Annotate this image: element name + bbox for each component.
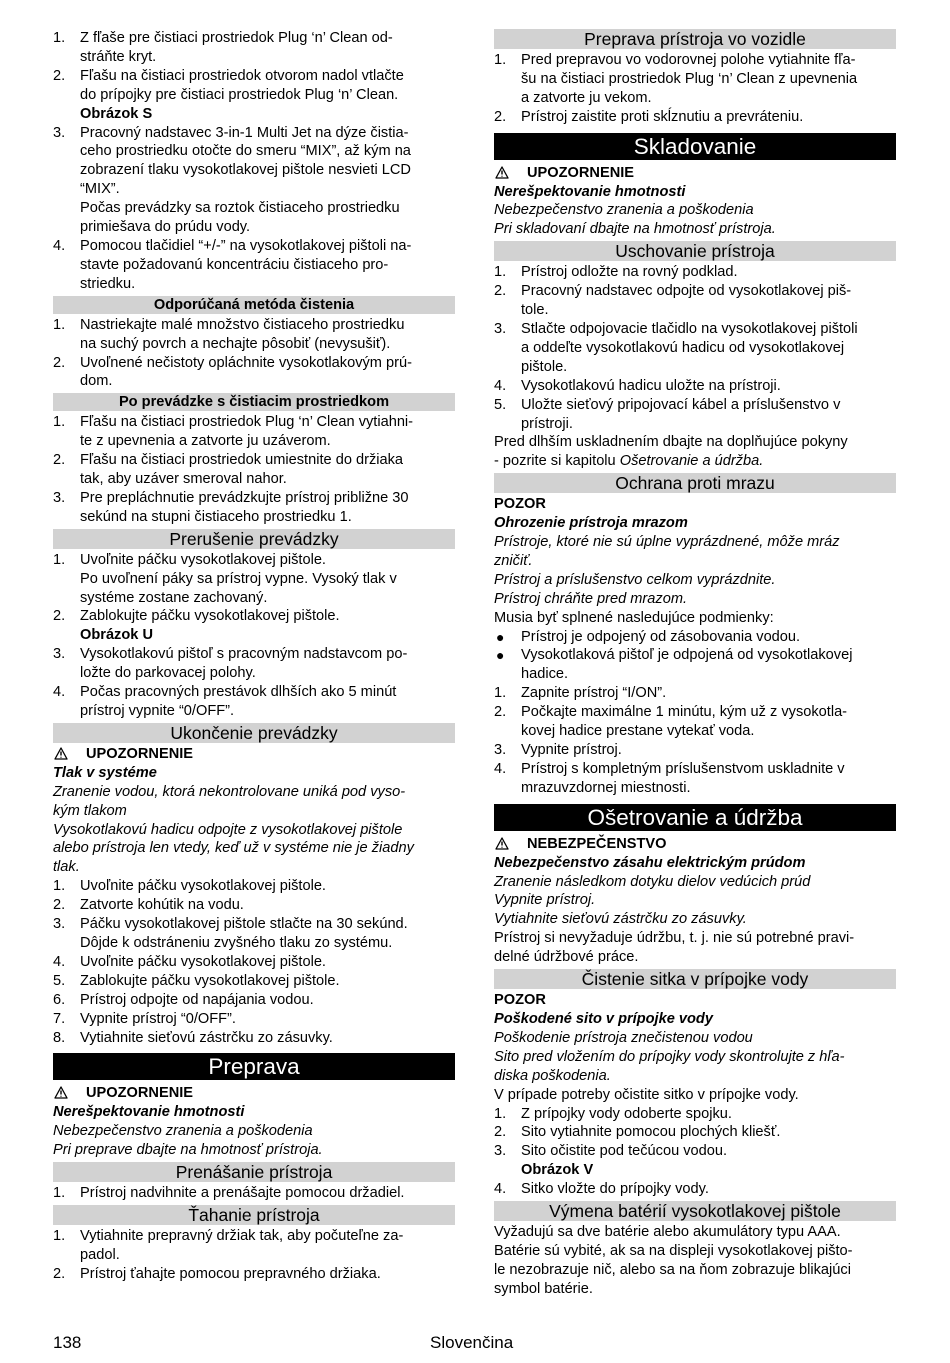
list-item	[53, 354, 455, 392]
list-number: 2.	[494, 108, 507, 125]
list-item	[53, 972, 455, 991]
hazard-text: zničiť.	[494, 552, 533, 569]
page-language: Slovenčina	[430, 1333, 514, 1352]
hazard-text: alebo prístroja len vtedy, keď už v systéme nie je žiadny	[53, 840, 414, 857]
list-item	[53, 316, 455, 354]
list-item-text: dom.	[80, 373, 113, 390]
list-item-text: tak, aby uzáver smeroval nahor.	[80, 471, 287, 488]
list-item-text: stavte požadovanú koncentráciu čistiaceho pro-	[80, 256, 389, 273]
list-item	[53, 953, 455, 972]
list-item-text: stráňte kryt.	[80, 48, 157, 65]
figure-reference: Obrázok V	[521, 1162, 594, 1179]
list-number: 4.	[53, 684, 66, 701]
list-item	[53, 551, 455, 608]
hazard-text: Prístroj chráňte pred mrazom.	[494, 590, 688, 607]
list-item-text: Vysokotlakovú pištoľ s pracovným nadstavcom po-	[80, 646, 408, 663]
list-item-text: Počas pracovných prestávok dlhších ako 5 minút	[80, 684, 397, 701]
list-item-text: Sitko vložte do prípojky vody.	[521, 1181, 709, 1198]
list-item-text: Sito očistite pod tečúcou vodou.	[521, 1143, 728, 1160]
caution-block-sito	[494, 991, 896, 1086]
list-item-text: ceho prostriedku otočte do smeru “MIX”, až kým na	[80, 143, 411, 160]
list-item	[53, 489, 455, 527]
conditions-bullets	[494, 628, 896, 685]
list-item-text: Fľašu na čistiaci prostriedok umiestnite do držiaka	[80, 452, 404, 469]
list-item-text: prístroji.	[521, 415, 573, 432]
list-item	[494, 628, 896, 647]
list-item-text: Z fľaše pre čistiaci prostriedok Plug ‘n’ Clean od-	[80, 30, 393, 46]
list-odporucana	[53, 316, 455, 392]
list-item	[53, 683, 455, 721]
list-item	[53, 991, 455, 1010]
list-item-text: prístroj vypnite “0/OFF”.	[80, 703, 235, 719]
list-number: 1.	[53, 1185, 66, 1202]
list-item-text: a oddeľte vysokotlakovú hadicu od vysokotlakovej	[521, 339, 845, 356]
hazard-text: Pri preprave dbajte na hmotnosť prístroja.	[53, 1142, 323, 1159]
hazard-title: Nerešpektovanie hmotnosti	[494, 183, 686, 200]
hazard-text: diska poškodenia.	[494, 1067, 611, 1084]
list-item-text: hadice.	[521, 666, 569, 683]
list-item-text: te z upevnenia a zatvorte ju uzáverom.	[80, 433, 331, 450]
list-number: 2.	[494, 1124, 507, 1141]
hazard-title: Tlak v systéme	[53, 764, 157, 781]
list-sitko	[494, 1105, 896, 1200]
list-number: 2.	[494, 283, 507, 300]
heading-prerusenie: Prerušenie prevádzky	[53, 529, 455, 549]
list-item	[53, 877, 455, 896]
list-number: 1.	[494, 685, 507, 702]
list-number: 7.	[53, 1010, 66, 1027]
list-item-text: systéme zostane zachovaný.	[80, 589, 268, 606]
paragraph-baterie	[494, 1223, 896, 1299]
warning-label-row	[53, 1084, 455, 1103]
hazard-text: Zranenie následkom dotyku dielov vedúcich prúd	[494, 873, 811, 890]
list-item-text: Fľašu na čistiaci prostriedok otvorom nadol vtlačte	[80, 67, 404, 84]
list-item-text: šu na čistiaci prostriedok Plug ‘n’ Clean z upevnenia	[521, 70, 858, 87]
list-item-text: Vysokotlakovú hadicu uložte na prístroji.	[521, 377, 781, 394]
hazard-text: Vypnite prístroj.	[494, 892, 596, 909]
list-item-text: Prístroj je odpojený od zásobovania vodou.	[521, 628, 801, 645]
list-item	[53, 1227, 455, 1265]
list-item-text: Zapnite prístroj “I/ON”.	[521, 685, 667, 702]
list-number: 4.	[494, 1181, 507, 1198]
list-item-text: primiešava do prúdu vody.	[80, 219, 251, 236]
list-item	[53, 124, 455, 237]
warning-block-skladovanie	[494, 164, 896, 240]
bullet-marker: ●	[496, 647, 505, 664]
hazard-title: Nebezpečenstvo zásahu elektrickým prúdom	[494, 854, 806, 871]
heading-ukoncenie: Ukončenie prevádzky	[53, 723, 455, 743]
paragraph-udrzba	[494, 929, 896, 967]
list-number: 2.	[53, 897, 66, 914]
list-item-text: Zatvorte kohútik na vodu.	[80, 897, 244, 914]
list-item	[494, 1123, 896, 1142]
warning-block-preprava	[53, 1084, 455, 1160]
caution-label: POZOR	[494, 992, 546, 1009]
list-item-text: do prípojky pre čistiaci prostriedok Plug ‘n’ Clean.	[80, 86, 399, 103]
list-item	[494, 396, 896, 434]
list-item	[494, 263, 896, 282]
list-item	[494, 320, 896, 377]
list-item-text: Uvoľnené nečistoty opláchnite vysokotlakovým prú-	[80, 354, 412, 371]
list-number: 2.	[53, 1265, 66, 1282]
list-item	[53, 1029, 455, 1048]
paragraph-uschovanie	[494, 433, 896, 471]
caution-block-mraz	[494, 495, 896, 608]
list-ochrana	[494, 684, 896, 797]
hazard-text: tlak.	[53, 859, 80, 876]
list-number: 8.	[53, 1029, 66, 1046]
list-uschovanie	[494, 263, 896, 433]
list-prerusenie	[53, 551, 455, 721]
paragraph-udrzba-line1: Prístroj si nevyžaduje údržbu, t. j. nie sú potrebné pravi-	[494, 930, 855, 947]
paragraph-baterie-line2: Batérie sú vybité, ak sa na displeji vysokotlakovej pišto-	[494, 1242, 853, 1259]
warning-label: UPOZORNENIE	[527, 164, 635, 181]
list-item	[53, 29, 455, 67]
list-item-text: na suchý povrch a nechajte pôsobiť (nevysušiť).	[80, 335, 391, 352]
warning-label: UPOZORNENIE	[86, 1085, 194, 1102]
list-item	[53, 915, 455, 953]
right-column	[494, 29, 896, 1299]
list-number: 3.	[494, 1143, 507, 1160]
hazard-text: Prístroje, ktoré nie sú úplne vyprázdnené, môže mráz	[494, 534, 840, 551]
bullet-marker: ●	[496, 628, 505, 645]
list-item-text: Fľašu na čistiaci prostriedok Plug ‘n’ Clean vytiahni-	[80, 414, 414, 431]
heading-prenasanie: Prenášanie prístroja	[53, 1162, 455, 1182]
list-item-text: padol.	[80, 1246, 120, 1263]
list-number: 1.	[53, 878, 66, 895]
list-item	[494, 108, 896, 127]
caution-label-row	[494, 495, 896, 514]
list-item-text: a zatvorte ju vekom.	[521, 89, 652, 106]
warning-triangle-icon	[54, 747, 68, 760]
list-item-text: Z prípojky vody odoberte spojku.	[521, 1105, 732, 1122]
list-item-text: kovej hadice prestane vytekať voda.	[521, 723, 755, 740]
list-item-text: Vypnite prístroj.	[521, 742, 622, 758]
list-item-text: Zablokujte páčku vysokotlakovej pištole.	[80, 608, 340, 625]
list-item	[53, 413, 455, 451]
list-number: 2.	[53, 67, 66, 84]
list-number: 1.	[494, 1105, 507, 1122]
list-item-text: Vysokotlaková pištoľ je odpojená od vysokotlakovej	[521, 647, 853, 664]
heading-preprava-vozidle: Preprava prístroja vo vozidle	[494, 29, 896, 49]
warning-triangle-icon	[495, 166, 509, 179]
caution-label: POZOR	[494, 496, 546, 513]
list-item	[494, 1105, 896, 1124]
list-tahanie	[53, 1227, 455, 1284]
list-item	[53, 1010, 455, 1029]
hazard-text: Prístroj a príslušenstvo celkom vyprázdnite.	[494, 571, 776, 588]
list-item-text: Prístroj ťahajte pomocou prepravného držiaka.	[80, 1265, 381, 1282]
list-preprava-vozidle	[494, 51, 896, 127]
heading-ochrana: Ochrana proti mrazu	[494, 473, 896, 493]
heading-uschovanie: Uschovanie prístroja	[494, 241, 896, 261]
list-item	[494, 646, 896, 684]
figure-reference: Obrázok U	[80, 627, 153, 644]
list-item-text: Prístroj s kompletným príslušenstvom uskladnite v	[521, 760, 845, 777]
hazard-title: Poškodené sito v prípojke vody	[494, 1010, 713, 1027]
hazard-text: Vytiahnite sieťovú zástrčku zo zásuvky.	[494, 911, 747, 928]
list-item	[53, 645, 455, 683]
list-number: 2.	[53, 354, 66, 371]
list-item-text: Stlačte odpojovacie tlačidlo na vysokotlakovej pištoli	[521, 320, 858, 337]
hazard-text: Pri skladovaní dbajte na hmotnosť prístroja.	[494, 221, 776, 238]
paragraph-sitko: V prípade potreby očistite sitko v prípojke vody.	[494, 1086, 799, 1103]
chapter-reference: Ošetrovanie a údržba.	[619, 453, 764, 470]
list-item-text: Pred prepravou vo vodorovnej polohe vytiahnite fľa-	[521, 52, 856, 68]
danger-block-prud	[494, 835, 896, 930]
list-item-text: Uvoľnite páčku vysokotlakovej pištole.	[80, 953, 326, 970]
page-number: 138	[53, 1333, 82, 1352]
paragraph-baterie-line1: Vyžadujú sa dve batérie alebo akumulátory typu AAA.	[494, 1224, 841, 1241]
list-item-text: Zablokujte páčku vysokotlakovej pištole.	[80, 972, 340, 989]
list-item-text: Vypnite prístroj “0/OFF”.	[80, 1010, 236, 1027]
list-number: 3.	[53, 916, 66, 933]
heading-odporucana-metoda: Odporúčaná metóda čistenia	[53, 296, 455, 314]
warning-label: UPOZORNENIE	[86, 745, 194, 762]
list-prenasanie	[53, 1184, 455, 1203]
paragraph-uschovanie-line1: Pred dlhším uskladnením dbajte na doplňujúce pokyny	[494, 434, 848, 451]
list-item-text: mrazuvzdornej miestnosti.	[521, 779, 691, 796]
list-ukoncenie	[53, 877, 455, 1047]
list-number: 4.	[494, 760, 507, 777]
hazard-text: Sito pred vložením do prípojky vody skontrolujte z hľa-	[494, 1048, 845, 1065]
list-item	[494, 282, 896, 320]
list-number: 3.	[494, 320, 507, 337]
list-item	[53, 896, 455, 915]
list-number: 4.	[494, 377, 507, 394]
heading-baterie: Výmena batérií vysokotlakovej pištole	[494, 1201, 896, 1221]
list-item-text: “MIX”.	[80, 181, 120, 198]
list-item	[53, 1184, 455, 1203]
list-item-text: Pracovný nadstavec odpojte od vysokotlakovej piš-	[521, 283, 852, 300]
list-item-text: Sito vytiahnite pomocou plochých kliešť.	[521, 1124, 781, 1141]
left-column	[53, 29, 455, 1284]
list-item-text: Počkajte maximálne 1 minútu, kým už z vysokotla-	[521, 704, 848, 721]
list-item-text: Prístroj odložte na rovný podklad.	[521, 264, 738, 281]
list-item-text: Pracovný nadstavec 3-in-1 Multi Jet na dýze čistia-	[80, 124, 409, 141]
list-item-text: Pre prepláchnutie prevádzkujte prístroj približne 30	[80, 489, 409, 506]
paragraph-uschovanie-line2: - pozrite si kapitolu	[494, 453, 620, 470]
paragraph-udrzba-line2: delné údržbové práce.	[494, 949, 639, 966]
heading-preprava: Preprava	[53, 1053, 455, 1080]
list-item-text: Po uvoľnení páky sa prístroj vypne. Vysoký tlak v	[80, 570, 397, 587]
list-number: 3.	[53, 124, 66, 141]
list-item	[494, 51, 896, 108]
heading-po-prevadzke: Po prevádzke s čistiacim prostriedkom	[53, 393, 455, 411]
list-item	[494, 1180, 896, 1199]
warning-label: NEBEZPEČENSTVO	[527, 835, 667, 852]
list-number: 1.	[53, 551, 66, 568]
list-item-text: ložte do parkovacej polohy.	[80, 665, 256, 682]
list-item	[53, 451, 455, 489]
list-item	[53, 607, 455, 645]
list-item	[494, 703, 896, 741]
list-item	[53, 237, 455, 294]
hazard-title: Ohrozenie prístroja mrazom	[494, 515, 688, 532]
list-number: 5.	[53, 972, 66, 989]
list-number: 3.	[494, 742, 507, 758]
list-item-text: Prístroj odpojte od napájania vodou.	[80, 991, 314, 1008]
list-item	[494, 760, 896, 798]
list-number: 1.	[53, 316, 66, 333]
list-number: 6.	[53, 991, 66, 1008]
list-item-text: Uvoľnite páčku vysokotlakovej pištole.	[80, 551, 326, 568]
hazard-text: Zranenie vodou, ktorá nekontrolovane uniká pod vyso-	[53, 783, 406, 800]
list-item-text: Vytiahnite sieťovú zástrčku zo zásuvky.	[80, 1029, 333, 1046]
list-number: 1.	[494, 52, 507, 68]
list-item	[53, 1265, 455, 1284]
hazard-title: Nerešpektovanie hmotnosti	[53, 1104, 245, 1121]
list-number: 3.	[53, 646, 66, 663]
paragraph-baterie-line4: symbol batérie.	[494, 1280, 593, 1297]
list-number: 1.	[53, 414, 66, 431]
heading-tahanie: Ťahanie prístroja	[53, 1205, 455, 1225]
list-number: 1.	[494, 264, 507, 281]
list-item	[494, 1142, 896, 1180]
heading-sitko: Čistenie sitka v prípojke vody	[494, 969, 896, 989]
list-number: 5.	[494, 396, 507, 413]
caution-label-row	[494, 991, 896, 1010]
list-item	[494, 684, 896, 703]
list-number: 1.	[53, 30, 66, 46]
hazard-text: kým tlakom	[53, 802, 127, 819]
list-item-text: zobrazení tlaku vysokotlakovej pištole nesvieti LCD	[80, 162, 411, 179]
list-item-text: Dôjde k odstráneniu zvyšného tlaku zo systému.	[80, 934, 393, 951]
warning-label-row	[494, 835, 896, 854]
list-item-text: pištole.	[521, 358, 568, 375]
warning-label-row	[494, 164, 896, 183]
list-item	[494, 377, 896, 396]
list-item	[53, 67, 455, 124]
list-pluginclean	[53, 29, 455, 294]
list-item	[494, 741, 896, 760]
list-number: 1.	[53, 1227, 66, 1244]
list-item-text: Nastriekajte malé množstvo čistiaceho prostriedku	[80, 316, 405, 333]
list-item-text: Prístroj zaistite proti skĺznutiu a prevráteniu.	[521, 108, 804, 125]
hazard-text: Nebezpečenstvo zranenia a poškodenia	[53, 1123, 313, 1140]
warning-block-tlak	[53, 745, 455, 877]
warning-triangle-icon	[54, 1086, 68, 1099]
conditions-intro: Musia byť splnené nasledujúce podmienky:	[494, 609, 774, 626]
paragraph-baterie-line3: le nezobrazuje nič, alebo sa na ňom zobrazuje blikajúci	[494, 1261, 851, 1278]
list-item-text: sekúnd na stupni čistiaceho prostriedku 1.	[80, 508, 352, 525]
heading-skladovanie: Skladovanie	[494, 133, 896, 160]
warning-triangle-icon	[495, 837, 509, 850]
list-number: 4.	[53, 237, 66, 254]
list-number: 3.	[53, 489, 66, 506]
heading-osetrovanie: Ošetrovanie a údržba	[494, 804, 896, 831]
list-item-text: Uložte sieťový pripojovací kábel a príslušenstvo v	[521, 396, 841, 413]
list-item-text: Vytiahnite prepravný držiak tak, aby počuteľne za-	[80, 1227, 404, 1244]
list-item-text: tole.	[521, 302, 549, 319]
list-item-text: Páčku vysokotlakovej pištole stlačte na 30 sekúnd.	[80, 916, 408, 933]
list-po-prevadzke	[53, 413, 455, 526]
list-number: 4.	[53, 953, 66, 970]
list-item-text: striedku.	[80, 275, 136, 292]
hazard-text: Nebezpečenstvo zranenia a poškodenia	[494, 202, 754, 219]
list-item-text: Prístroj nadvihnite a prenášajte pomocou držadiel.	[80, 1185, 405, 1202]
list-item-text: Uvoľnite páčku vysokotlakovej pištole.	[80, 878, 326, 895]
figure-reference: Obrázok S	[80, 105, 153, 122]
list-item-text: Pomocou tlačidiel “+/-” na vysokotlakovej pištoli na-	[80, 237, 412, 254]
list-number: 2.	[53, 452, 66, 469]
list-number: 2.	[494, 704, 507, 721]
list-number: 2.	[53, 608, 66, 625]
hazard-text: Vysokotlakovú hadicu odpojte z vysokotlakovej pištole	[53, 821, 403, 838]
hazard-text: Poškodenie prístroja znečistenou vodou	[494, 1029, 753, 1046]
warning-label-row	[53, 745, 455, 764]
list-item-text: Počas prevádzky sa roztok čistiaceho prostriedku	[80, 200, 400, 217]
